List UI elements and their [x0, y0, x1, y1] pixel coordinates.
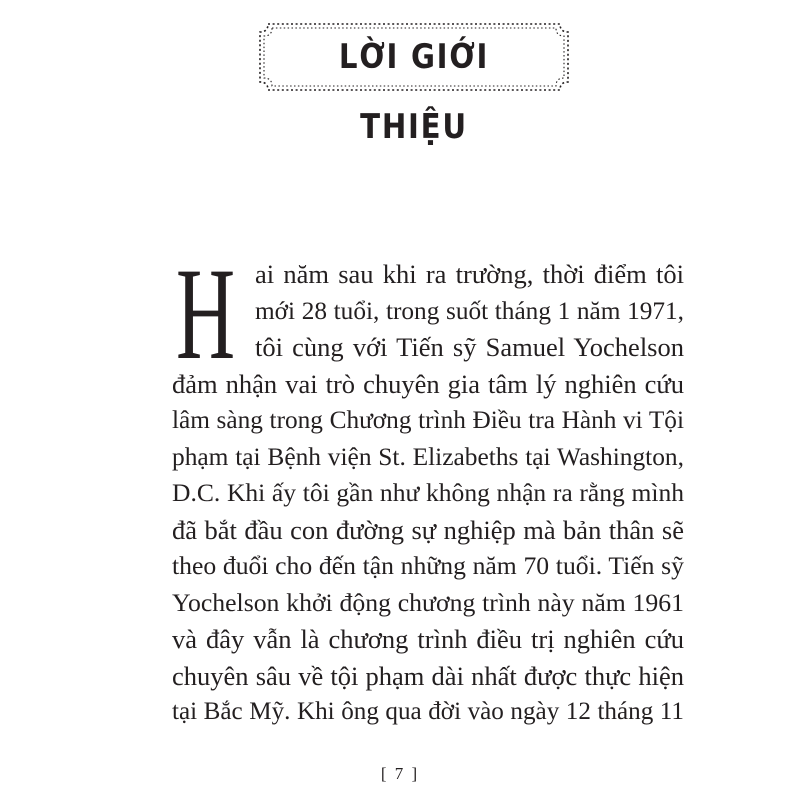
text-line: mới 28 tuổi, trong suốt tháng 1 năm 1971,: [255, 297, 684, 325]
chapter-title-frame: [258, 22, 570, 147]
text-line: theo đuổi cho đến tận những năm 70 tuổi. Tiến sỹ: [172, 551, 684, 580]
text-line: và đây vẫn là chương trình điều trị nghiên cứu: [172, 624, 684, 654]
text-line: phạm tại Bệnh viện St. Elizabeths tại Washington,: [172, 443, 684, 471]
text-line: tôi cùng với Tiến sỹ Samuel Yochelson: [255, 332, 684, 362]
text-line: Yochelson khởi động chương trình này năm 1961: [172, 588, 684, 617]
text-line: ai năm sau khi ra trường, thời điểm tôi: [255, 259, 684, 289]
text-line: đảm nhận vai trò chuyên gia tâm lý nghiên cứu: [172, 369, 684, 399]
text-line: tại Bắc Mỹ. Khi ông qua đời vào ngày 12 tháng 11: [172, 698, 684, 725]
text-line: lâm sàng trong Chương trình Điều tra Hành vi Tội: [172, 406, 684, 434]
text-line: đã bắt đầu con đường sự nghiệp mà bản thân sẽ: [172, 515, 684, 545]
text-line: chuyên sâu về tội phạm dài nhất được thực hiện: [172, 661, 684, 691]
chapter-title: LỜI GIỚI THIỆU: [338, 37, 490, 147]
text-line: D.C. Khi ấy tôi gần như không nhận ra rằng mình: [172, 478, 684, 507]
drop-cap-letter: H: [176, 240, 236, 387]
page-number: [ 7 ]: [380, 764, 420, 783]
